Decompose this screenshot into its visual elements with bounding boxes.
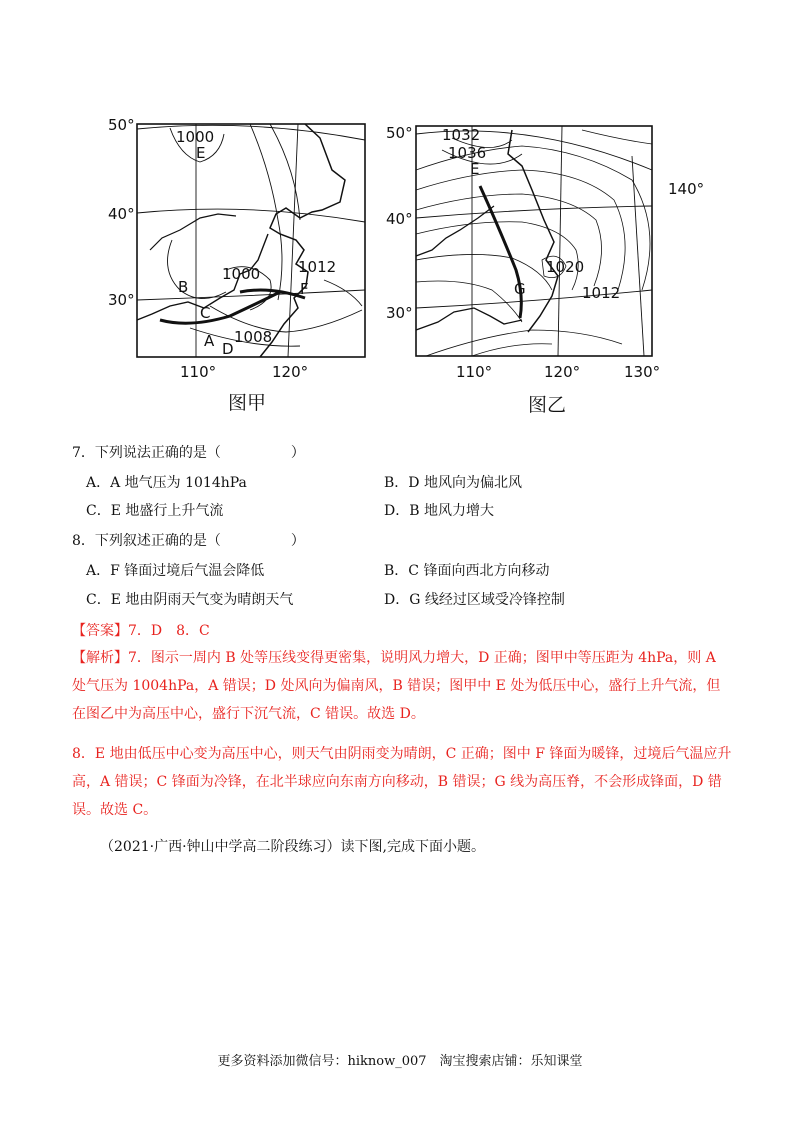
jia-lon-120: 120°: [272, 363, 309, 381]
yi-isobar-1012: 1012: [582, 284, 621, 302]
map-jia-caption: 图甲: [228, 392, 267, 414]
jia-lon-110: 110°: [180, 363, 217, 381]
analysis-q8: 8．E 地由低压中心变为高压中心，则天气由阴雨变为晴朗，C 正确；图中 F 锋面为暖锋，过境后气温应升高，A 错误；C 锋面为冷锋，在北半球应向东南方向移动，B 错误；G 线为高压脊，不会形成锋面，D 错误。故选 C。: [72, 746, 732, 818]
yi-lon-130: 130°: [624, 363, 661, 381]
jia-point-a: A: [204, 332, 215, 350]
yi-lon-140: 140°: [668, 180, 705, 198]
jia-isobar-1008: 1008: [234, 328, 273, 346]
jia-point-d: D: [222, 340, 234, 358]
jia-isobar-1000-north: 1000: [176, 128, 215, 146]
yi-point-e: E: [470, 160, 480, 178]
yi-isobar-1032: 1032: [442, 126, 481, 144]
q8-option-d: D．G 线经过区域受冷锋控制: [384, 592, 565, 608]
next-question-intro: （2021·广西·钟山中学高二阶段练习）读下图,完成下面小题。: [100, 839, 485, 855]
q7-option-a: A．A 地气压为 1014hPa: [86, 475, 247, 491]
jia-point-f: F: [300, 280, 309, 298]
map-yi-caption: 图乙: [528, 394, 567, 416]
answer-text: 7．D 8．C: [128, 623, 210, 639]
yi-isobar-1020: 1020: [546, 258, 585, 276]
analysis-q7-text: 7．图示一周内 B 处等压线变得更密集，说明风力增大，D 正确；图甲中等压距为 4hPa，则 A 处气压为 1004hPa，A 错误；D 处风向为偏南风，B 错误；图甲中 E 处为低压中心，盛行上升气流，但在图乙中为高压中心，盛行下沉气流，C 错误。故选 D。: [72, 650, 721, 722]
jia-point-b: B: [178, 278, 189, 296]
jia-lat-40: 40°: [108, 205, 135, 223]
q7-option-b: B．D 地风向为偏北风: [384, 475, 522, 491]
jia-point-c: C: [200, 304, 211, 322]
q8-stem: 8．下列叙述正确的是（ ）: [72, 533, 305, 549]
yi-point-g: G: [514, 280, 526, 298]
yi-lon-110: 110°: [456, 363, 493, 381]
analysis-tag: 【解析】: [72, 650, 128, 666]
jia-isobar-1012: 1012: [298, 258, 337, 276]
q7-option-d: D．B 地风力增大: [384, 503, 494, 519]
yi-lat-50: 50°: [386, 124, 413, 142]
analysis-q7: [72, 644, 732, 728]
jia-lat-30: 30°: [108, 291, 135, 309]
answer-tag: 【答案】: [72, 623, 128, 639]
page-footer: 更多资料添加微信号：hiknow_007 淘宝搜索店铺：乐知课堂: [217, 1054, 583, 1069]
yi-lat-30: 30°: [386, 304, 413, 322]
q8-option-a: A．F 锋面过境后气温会降低: [86, 563, 265, 579]
answer-line: [72, 620, 210, 640]
q8-option-b: B．C 锋面向西北方向移动: [384, 563, 550, 579]
yi-lon-120: 120°: [544, 363, 581, 381]
q8-option-c: C．E 地由阴雨天气变为晴朗天气: [86, 592, 294, 608]
jia-isobar-1000-south: 1000: [222, 265, 261, 283]
map-jia: [100, 110, 370, 414]
map-yi: [382, 110, 712, 420]
yi-isobar-1036: 1036: [448, 144, 487, 162]
jia-point-e: E: [196, 144, 206, 162]
jia-lat-50: 50°: [108, 116, 135, 134]
yi-lat-40: 40°: [386, 210, 413, 228]
q7-stem: 7．下列说法正确的是（ ）: [72, 445, 305, 461]
q7-option-c: C．E 地盛行上升气流: [86, 503, 224, 519]
